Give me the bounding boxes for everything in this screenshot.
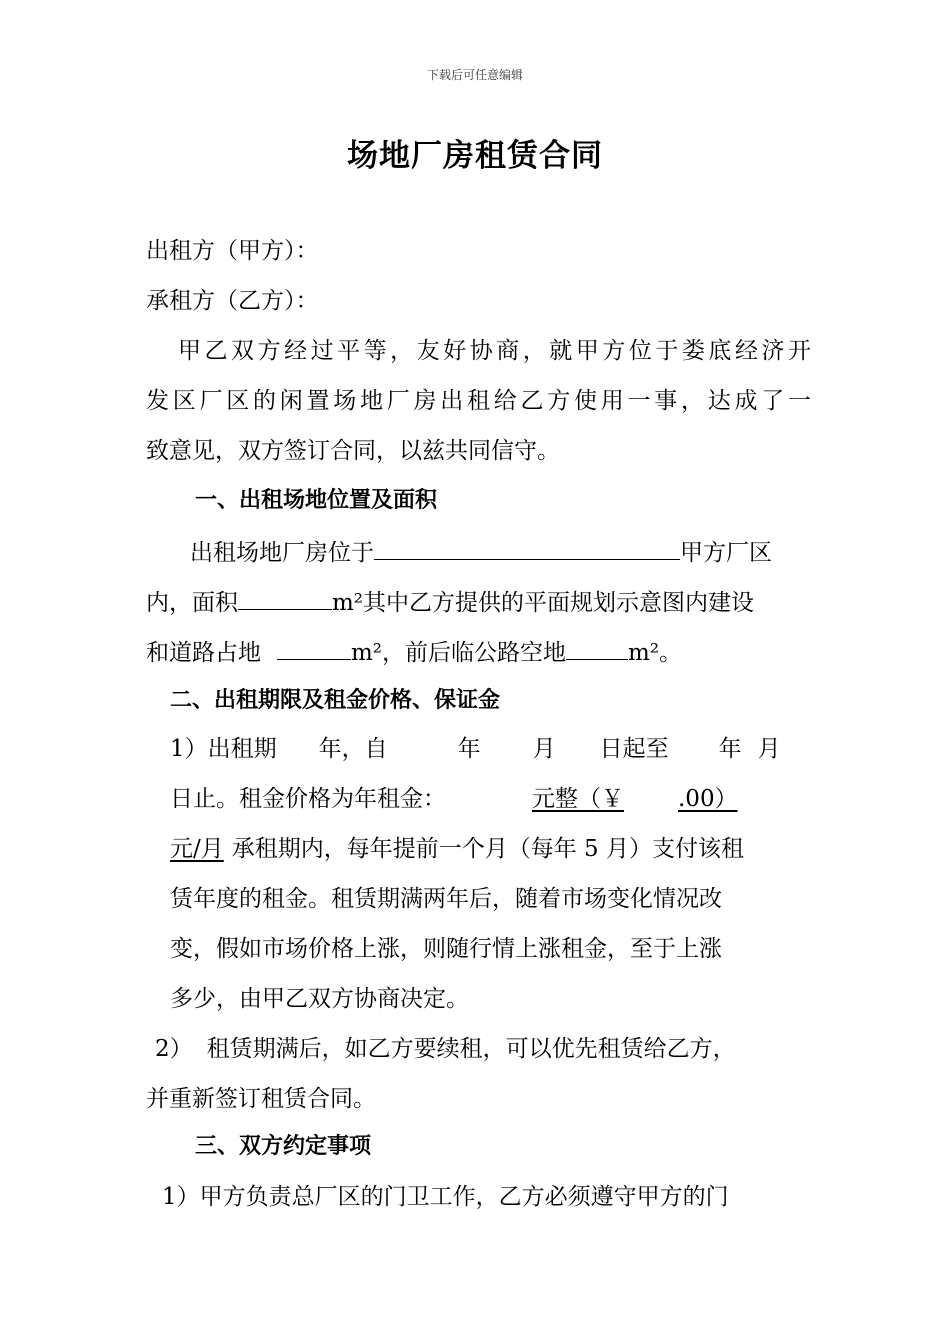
area-blank (238, 583, 332, 610)
section2-item1-line-2 (170, 781, 810, 817)
lessee-label: 承租方（乙方）： (146, 288, 319, 314)
intro-line-3 (146, 433, 811, 469)
section2-item1-line-3 (170, 831, 810, 867)
location-label: 出租场地厂房位于 (190, 540, 374, 566)
annual-rent-amount (446, 786, 738, 812)
open-space-unit: m²。 (628, 640, 683, 666)
start-month: 月 (532, 736, 556, 762)
per-month-text: 元/月 (170, 836, 224, 862)
renewal-text: 租赁期满后，如乙方要续租，可以优先租赁给乙方， (206, 1036, 736, 1062)
road-area-blank (277, 633, 351, 660)
intro-text-2: 发区厂区的闲置场地厂房出租给乙方使用一事，达成了一 (146, 388, 811, 414)
intro-text-3: 致意见，双方签订合同，以兹共同信守。 (146, 438, 560, 464)
lease-term-label: 1）出租期 (170, 736, 277, 762)
section2-heading: 二、出租期限及租金价格、保证金 (170, 688, 501, 713)
section2-item1-line-4 (170, 881, 810, 917)
lessee-line (146, 283, 811, 319)
section1-line-3 (146, 633, 811, 671)
road-label: 和道路占地 (146, 640, 261, 666)
area-label: 内，面积 (146, 590, 238, 616)
section1-line-1 (190, 533, 855, 571)
section3-heading: 三、双方约定事项 (195, 1134, 372, 1159)
section2-text-5: 变，假如市场价格上涨，则随行情上涨租金，至于上涨 (170, 936, 722, 962)
section2-text-4: 赁年度的租金。租赁期满两年后，随着市场变化情况改 (170, 886, 722, 912)
lessor-label: 出租方（甲方）： (146, 238, 319, 264)
rent-decimal-text: .00） (678, 786, 738, 812)
document-title: 场地厂房租赁合同 (347, 138, 603, 174)
section2-item2-line-1 (155, 1031, 810, 1067)
lease-term-year: 年，自 (318, 736, 388, 762)
annual-rent-label: 日止。租金价格为年租金： (170, 786, 446, 812)
page-header-note: 下载后可任意编辑 (426, 68, 523, 82)
section2-item2-line-2 (146, 1081, 811, 1117)
end-month: 月 (757, 736, 781, 762)
intro-line-2 (146, 383, 811, 419)
section2-item1-line-1 (170, 731, 810, 767)
location-blank (374, 533, 680, 560)
intro-line-1 (146, 333, 811, 369)
factory-area-text: 甲方厂区 (680, 540, 772, 566)
section3-text-1: 1）甲方负责总厂区的门卫工作，乙方必须遵守甲方的门 (162, 1184, 729, 1210)
road-unit-text: m²，前后临公路空地 (351, 640, 567, 666)
renewal-text-2: 并重新签订租赁合同。 (146, 1086, 376, 1112)
section2-text-6: 多少，由甲乙双方协商决定。 (170, 986, 469, 1012)
open-space-blank (566, 633, 628, 660)
section2-item1-line-5 (170, 931, 810, 967)
lessor-line (146, 233, 811, 269)
section2-item1-line-6 (170, 981, 810, 1017)
start-year: 年 (457, 736, 481, 762)
payment-terms-text: 承租期内，每年提前一个月（每年 5 月）支付该租 (231, 836, 745, 862)
end-year: 年 (718, 736, 742, 762)
area-text: m²其中乙方提供的平面规划示意图内建设 (332, 590, 755, 616)
intro-text-1: 甲乙双方经过平等，友好协商，就甲方位于娄底经济开 (178, 338, 811, 364)
section1-line-2 (146, 583, 811, 621)
section1-heading: 一、出租场地位置及面积 (195, 488, 438, 513)
rent-yuan-text: 元整（￥ (532, 786, 624, 812)
item2-number: 2） (155, 1036, 193, 1062)
start-day: 日起至 (599, 736, 669, 762)
section3-item1-line-1 (162, 1179, 810, 1215)
